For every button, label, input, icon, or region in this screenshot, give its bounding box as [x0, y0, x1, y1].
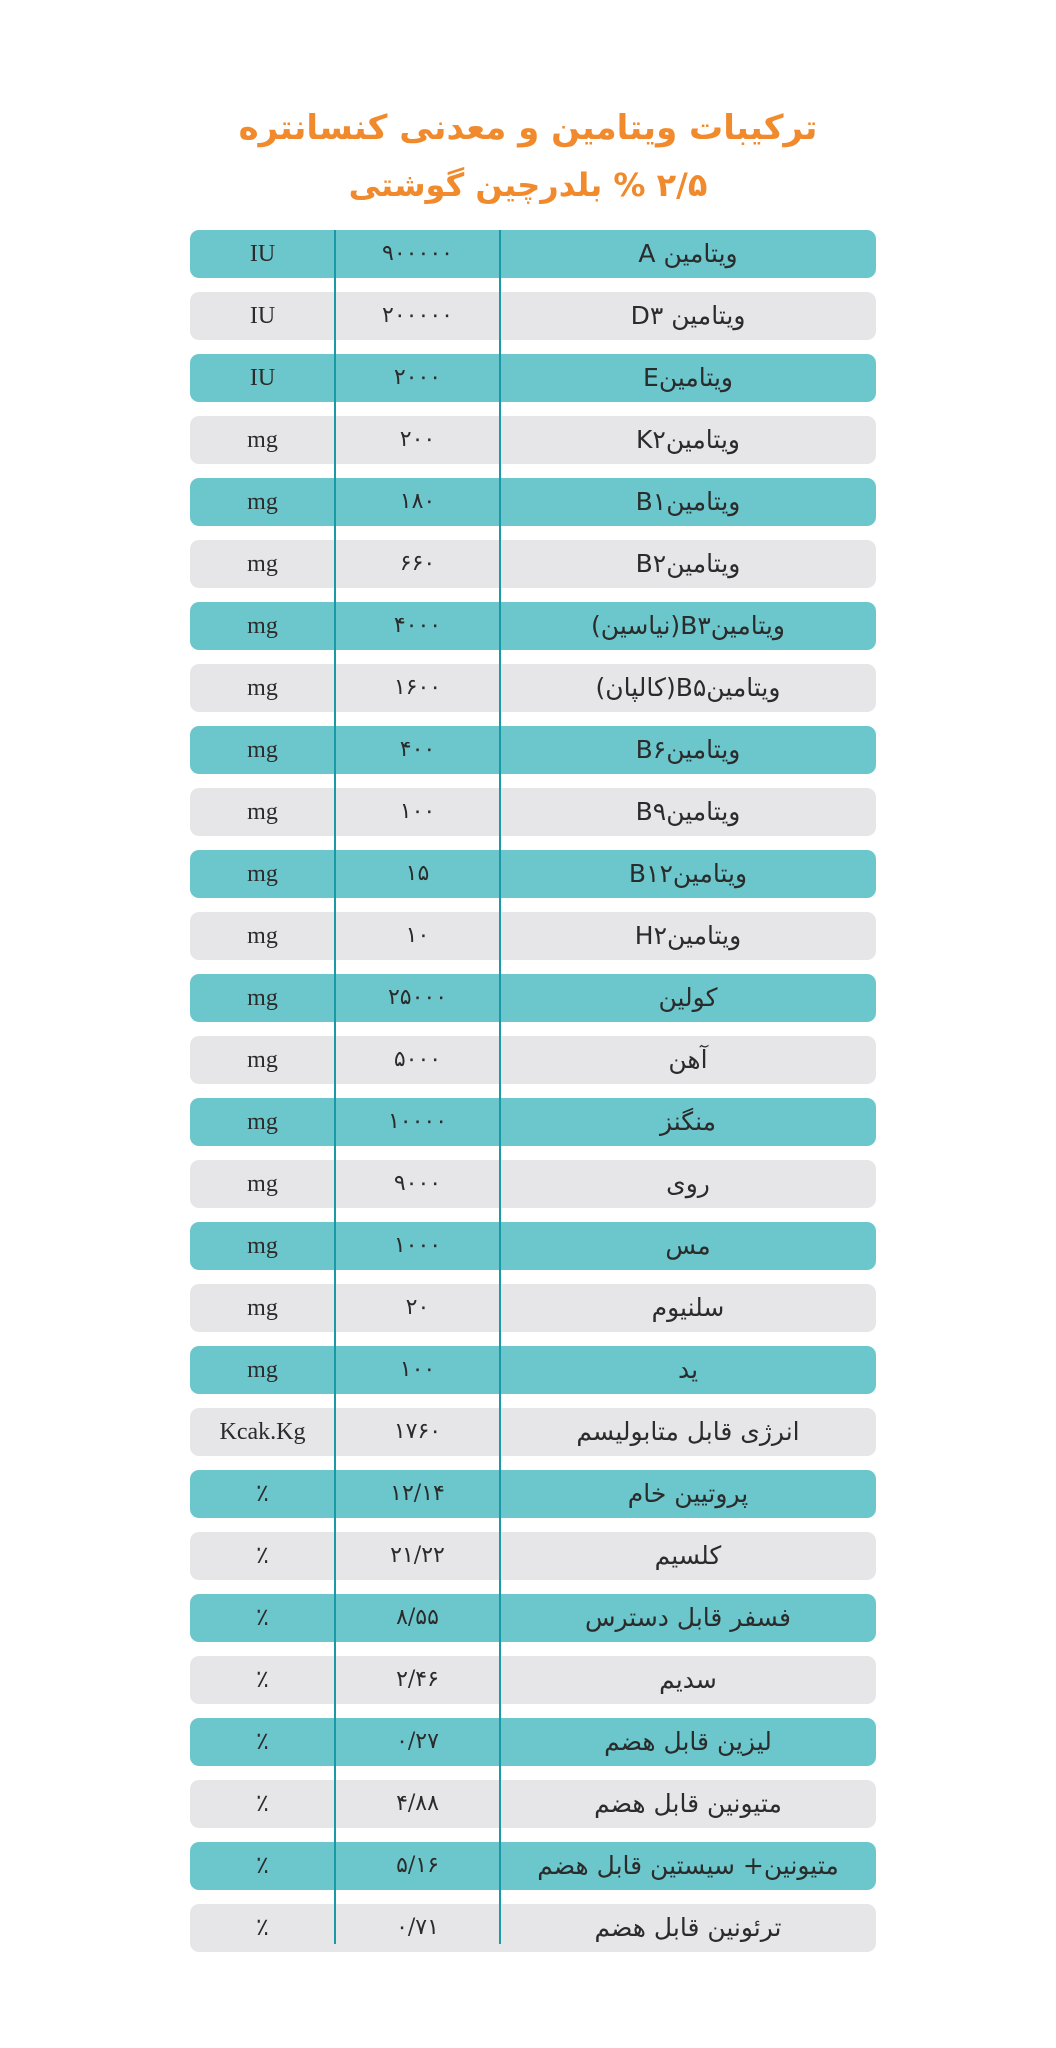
- table-row: [190, 850, 876, 898]
- page-subtitle: ۲/۵ % بلدرچین گوشتی: [348, 166, 708, 204]
- table-row: [190, 1160, 876, 1208]
- ingredient-name: مس: [665, 1231, 711, 1260]
- ingredient-value: ۱۷۶۰: [393, 1419, 442, 1444]
- table-row: [190, 1718, 876, 1766]
- ingredient-name: متیونین+ سیستین قابل هضم: [537, 1851, 839, 1880]
- ingredient-unit: mg: [247, 799, 278, 825]
- ingredient-unit: Kcak.Kg: [219, 1419, 306, 1445]
- ingredient-name: ویتامینK۲: [636, 425, 740, 454]
- ingredient-value: ۵/۱۶: [396, 1853, 439, 1878]
- ingredient-value: ۲۰۰۰: [393, 365, 442, 390]
- ingredient-unit: mg: [247, 1047, 278, 1073]
- ingredient-name: روی: [666, 1169, 710, 1198]
- table-row: [190, 292, 876, 340]
- ingredient-name: سدیم: [659, 1665, 717, 1694]
- ingredient-value: ۹۰۰۰: [393, 1171, 442, 1196]
- ingredient-name: متیونین قابل هضم: [594, 1789, 782, 1818]
- column-divider-unit: [334, 230, 336, 1944]
- table-row: [190, 1842, 876, 1890]
- ingredient-value: ۲۱/۲۲: [390, 1543, 445, 1568]
- table-row: [190, 1532, 876, 1580]
- ingredient-value: ۴/۸۸: [396, 1791, 439, 1816]
- ingredient-unit: mg: [247, 1357, 278, 1383]
- table-row: [190, 1408, 876, 1456]
- ingredient-value: ۱۰۰۰۰: [387, 1109, 448, 1134]
- ingredient-name: لیزین قابل هضم: [604, 1727, 772, 1756]
- ingredient-unit: mg: [247, 1109, 278, 1135]
- ingredient-name: فسفر قابل دسترس: [585, 1603, 791, 1632]
- ingredient-value: ۲/۴۶: [396, 1667, 439, 1692]
- table-row: [190, 354, 876, 402]
- ingredient-value: ۵۰۰۰: [393, 1047, 442, 1072]
- ingredient-name: ویتامینB۳(نیاسین): [591, 611, 785, 640]
- column-divider-name: [499, 230, 501, 1944]
- table-row: [190, 912, 876, 960]
- ingredient-name: ویتامینB۱: [635, 487, 741, 516]
- ingredient-unit: mg: [247, 985, 278, 1011]
- table-row: [190, 726, 876, 774]
- ingredient-name: کولین: [658, 983, 718, 1012]
- ingredient-value: ۱۸۰: [399, 489, 436, 514]
- table-row: [190, 1656, 876, 1704]
- ingredient-unit: mg: [247, 489, 278, 515]
- table-row: [190, 602, 876, 650]
- ingredient-value: ۶۶۰: [399, 551, 436, 576]
- ingredient-name: منگنز: [659, 1107, 717, 1136]
- ingredient-unit: ٪: [256, 1481, 269, 1507]
- ingredient-value: ۹۰۰۰۰۰: [382, 241, 453, 266]
- table-row: [190, 1594, 876, 1642]
- ingredient-name: ید: [677, 1355, 699, 1384]
- ingredient-name: آهن: [668, 1045, 708, 1074]
- ingredient-value: ۲۵۰۰۰: [387, 985, 448, 1010]
- table-row: [190, 416, 876, 464]
- ingredient-value: ۸/۵۵: [396, 1605, 439, 1630]
- ingredient-name: ویتامینB۵(کالپان): [595, 673, 781, 702]
- ingredient-unit: ٪: [256, 1791, 269, 1817]
- ingredient-name: پروتیین خام: [627, 1479, 749, 1508]
- ingredient-unit: ٪: [256, 1853, 269, 1879]
- ingredient-value: ۲۰: [405, 1295, 430, 1320]
- table-row: [190, 788, 876, 836]
- table-row: [190, 230, 876, 278]
- ingredient-value: ۱۰: [405, 923, 430, 948]
- ingredient-unit: IU: [249, 241, 276, 267]
- ingredient-unit: mg: [247, 1295, 278, 1321]
- table-row: [190, 1904, 876, 1952]
- ingredient-name: ویتامینE: [643, 363, 733, 392]
- ingredient-unit: mg: [247, 613, 278, 639]
- table-row: [190, 664, 876, 712]
- table-row: [190, 1346, 876, 1394]
- ingredient-value: ۰/۷۱: [396, 1915, 439, 1940]
- ingredient-value: ۱۰۰: [399, 1357, 436, 1382]
- ingredient-value: ۱۰۰: [399, 799, 436, 824]
- ingredient-unit: ٪: [256, 1543, 269, 1569]
- ingredient-name: ویتامینB۹: [635, 797, 741, 826]
- ingredient-name: ویتامینB۱۲: [628, 859, 748, 888]
- ingredient-name: ویتامین A: [638, 239, 738, 268]
- ingredient-value: ۰/۲۷: [396, 1729, 439, 1754]
- ingredient-unit: mg: [247, 1233, 278, 1259]
- ingredient-unit: mg: [247, 1171, 278, 1197]
- table-row: [190, 1222, 876, 1270]
- ingredient-name: کلسیم: [654, 1541, 722, 1570]
- page-title: ترکیبات ویتامین و معدنی کنسانتره: [238, 108, 818, 148]
- ingredient-unit: mg: [247, 923, 278, 949]
- ingredient-unit: ٪: [256, 1729, 269, 1755]
- ingredient-name: ویتامین D۳: [630, 301, 746, 330]
- table-row: [190, 1284, 876, 1332]
- ingredient-value: ۱۰۰۰: [393, 1233, 442, 1258]
- ingredient-name: ویتامینB۶: [635, 735, 741, 764]
- table-row: [190, 1780, 876, 1828]
- ingredient-name: ویتامینH۲: [634, 921, 742, 950]
- ingredient-value: ۲۰۰: [399, 427, 436, 452]
- ingredient-unit: mg: [247, 675, 278, 701]
- ingredient-unit: IU: [249, 303, 276, 329]
- ingredient-name: ترئونین قابل هضم: [594, 1913, 782, 1942]
- ingredient-value: ۱۵: [405, 861, 430, 886]
- ingredient-unit: ٪: [256, 1915, 269, 1941]
- ingredient-value: ۲۰۰۰۰۰: [382, 303, 453, 328]
- ingredient-value: ۴۰۰۰: [393, 613, 442, 638]
- table-row: [190, 974, 876, 1022]
- ingredient-value: ۱۶۰۰: [393, 675, 442, 700]
- table-row: [190, 1036, 876, 1084]
- table-row: [190, 478, 876, 526]
- ingredient-name: انرژی قابل متابولیسم: [576, 1417, 800, 1446]
- ingredient-unit: mg: [247, 737, 278, 763]
- ingredient-value: ۱۲/۱۴: [390, 1481, 445, 1506]
- ingredient-unit: IU: [249, 365, 276, 391]
- ingredient-unit: ٪: [256, 1667, 269, 1693]
- ingredient-unit: mg: [247, 427, 278, 453]
- ingredient-name: ویتامینB۲: [635, 549, 741, 578]
- ingredient-unit: mg: [247, 861, 278, 887]
- ingredient-value: ۴۰۰: [399, 737, 436, 762]
- ingredient-name: سلنیوم: [651, 1293, 725, 1322]
- table-row: [190, 1470, 876, 1518]
- ingredient-unit: ٪: [256, 1605, 269, 1631]
- table-row: [190, 540, 876, 588]
- ingredient-unit: mg: [247, 551, 278, 577]
- nutrition-table: [190, 230, 876, 1966]
- table-row: [190, 1098, 876, 1146]
